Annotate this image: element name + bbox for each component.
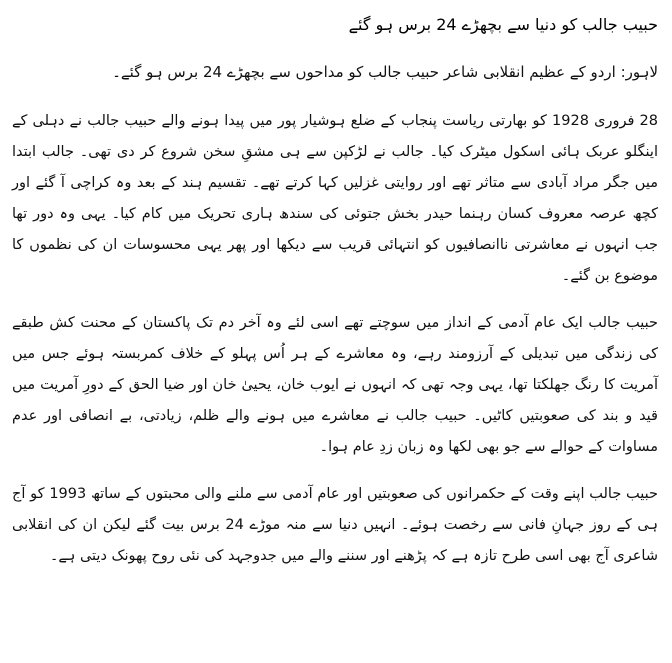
article-paragraph-1: 28 فروری 1928 کو بھارتی ریاست پنجاب کے ضلع ہوشیار پور میں پیدا ہونے والے حبیب جالب نے دہلی کے اینگلو عربک ہائی اسکول میٹرک کیا۔ جالب نے لڑکپن سے ہی مشقِ سخن شروع کر دی تھی۔ جالب ابتدا میں جگر مراد آبادی سے متاثر تھے اور روایتی غزلیں کہا کرتے تھے۔ تقسیم ہند کے بعد وہ کراچی آ گئے اور کچھ عرصہ معروف کسان رہنما حیدر بخش جتوئی کی سندھ ہاری تحریک میں کام کیا۔ یہی وہ دور تھا جب انہوں نے معاشرتی ناانصافیوں کو انتہائی قریب سے دیکھا اور پھر یہی محسوسات ان کی نظموں کا موضوع بن گئے۔ <box>12 113 658 284</box>
article-paragraph-2: حبیب جالب ایک عام آدمی کے انداز میں سوچتے تھے اسی لئے وہ آخر دم تک پاکستان کے محنت کش طبقے کی زندگی میں تبدیلی کے آرزومند رہے، وہ معاشرے کے ہر اُس پہلو کے خلاف کمربستہ ہوئے جس میں آمریت کا رنگ جھلکتا تھا، یہی وجہ تھی کہ انہوں نے ایوب خان، یحییٰ خان اور ضیا الحق کے دورِ آمریت میں قید و بند کی صعوبتیں کاٹیں۔ حبیب جالب نے معاشرے میں ہونے والے ظلم، زیادتی، بے انصافی اور عدم مساوات کے حوالے سے جو بھی لکھا وہ زبان زدِ عام ہوا۔ <box>12 315 658 455</box>
article-dateline: لاہور: اردو کے عظیم انقلابی شاعر حبیب جالب کو مداحوں سے بچھڑے 24 برس ہو گئے۔ <box>112 63 658 81</box>
article-title: حبیب جالب کو دنیا سے بچھڑے 24 برس ہو گئے <box>348 15 658 34</box>
article-paragraph-3: حبیب جالب اپنے وقت کے حکمرانوں کی صعوبتیں اور عام آدمی سے ملنے والی محبتوں کے ساتھ 1993 کو آج ہی کے روز جہانِ فانی سے رخصت ہوئے۔ انہیں دنیا سے منہ موڑے 24 برس بیت گئے لیکن ان کی انقلابی شاعری آج بھی اسی طرح تازہ ہے کہ پڑھنے اور سننے والے میں جدوجہد کی نئی روح پھونک دیتی ہے۔ <box>12 486 659 564</box>
